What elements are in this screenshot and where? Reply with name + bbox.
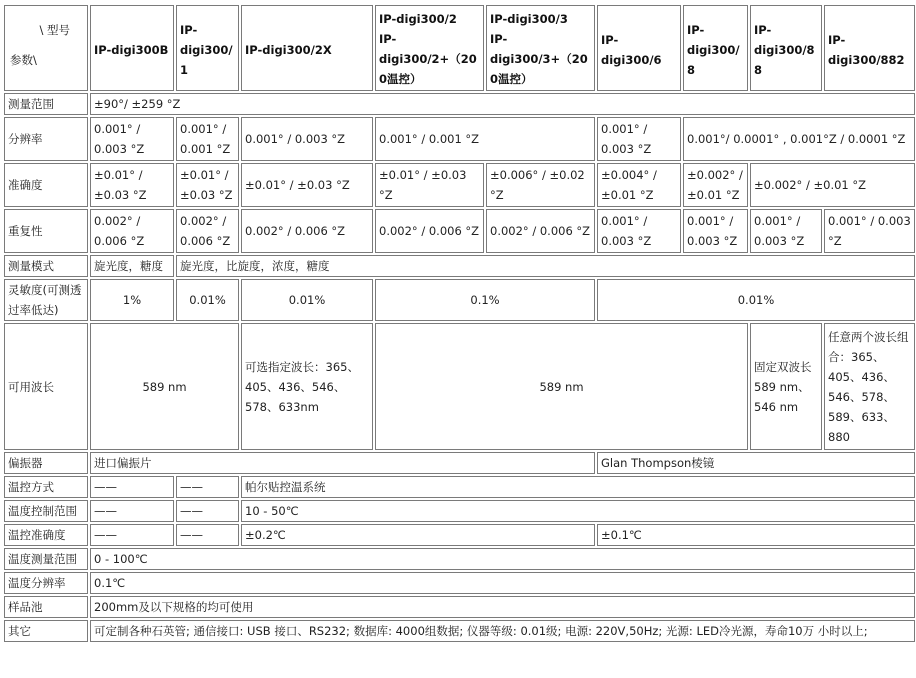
cell-value: 可选指定波长：365、405、436、546、578、633nm <box>241 323 373 450</box>
cell-value: 1% <box>90 279 174 321</box>
cell-value: 0.001° / 0.003 °Z <box>597 209 681 253</box>
cell-value: 0 - 100℃ <box>90 548 915 570</box>
cell-value: 旋光度，糖度 <box>90 255 174 277</box>
cell-value: 0.1℃ <box>90 572 915 594</box>
table-row <box>4 596 915 618</box>
corner-cell <box>4 5 88 91</box>
cell-value: 0.002° / 0.006 °Z <box>90 209 174 253</box>
cell-value: 0.002° / 0.006 °Z <box>241 209 373 253</box>
cell-value: 0.001° / 0.003 °Z <box>750 209 822 253</box>
spec-table <box>2 3 916 644</box>
model-header <box>486 5 595 91</box>
cell-value: 0.01% <box>597 279 915 321</box>
cell-value: ±0.01° / ±0.03 °Z <box>176 163 239 207</box>
table-row <box>4 452 915 474</box>
cell-value: 0.001° / 0.001 °Z <box>176 117 239 161</box>
cell-value: ±0.01° / ±0.03 °Z <box>90 163 174 207</box>
cell-value: —— <box>90 524 174 546</box>
cell-value: 任意两个波长组合：365、405、436、546、578、589、633、880 <box>824 323 915 450</box>
corner-model-label: \ 型号 <box>39 23 70 37</box>
cell-value: ±0.002° / ±0.01 °Z <box>750 163 915 207</box>
model-header: IP-digi300/882 <box>824 5 915 91</box>
row-label: 温控方式 <box>4 476 88 498</box>
model-header <box>375 5 484 91</box>
table-row <box>4 524 915 546</box>
cell-value: 589 nm <box>375 323 748 450</box>
cell-value: 0.002° / 0.006 °Z <box>486 209 595 253</box>
model-header: IP-digi300/2X <box>241 5 373 91</box>
cell-value: Glan Thompson棱镜 <box>597 452 915 474</box>
table-row <box>4 209 915 253</box>
model-name-variant: IP-digi300/2+（200温控） <box>379 32 477 86</box>
cell-value: ±0.006° / ±0.02 °Z <box>486 163 595 207</box>
cell-value: —— <box>176 524 239 546</box>
cell-value: 可定制各种石英管; 通信接口: USB 接口、RS232; 数据库: 4000组数据; 仪器等级: 0.01级; 电源: 220V,50Hz; 光源: LED冷光源，寿命10万 小时以上; <box>90 620 915 642</box>
table-row <box>4 255 915 277</box>
cell-value: ±90°/ ±259 °Z <box>90 93 915 115</box>
table-row <box>4 476 915 498</box>
cell-value: —— <box>176 500 239 522</box>
cell-value: 0.001° / 0.003 °Z <box>90 117 174 161</box>
cell-value: ±0.002° / ±0.01 °Z <box>683 163 748 207</box>
cell-value: 0.001° / 0.003 °Z <box>824 209 915 253</box>
model-header: IP-digi300B <box>90 5 174 91</box>
table-row <box>4 93 915 115</box>
table-row <box>4 323 915 450</box>
row-label: 准确度 <box>4 163 88 207</box>
model-name: IP-digi300/2 <box>379 12 457 26</box>
cell-value: 0.001°/ 0.0001° , 0.001°Z / 0.0001 °Z <box>683 117 915 161</box>
row-label: 灵敏度(可测透过率低达) <box>4 279 88 321</box>
table-row <box>4 163 915 207</box>
row-label: 温度控制范围 <box>4 500 88 522</box>
row-label: 温度测量范围 <box>4 548 88 570</box>
row-label: 可用波长 <box>4 323 88 450</box>
table-row <box>4 548 915 570</box>
table-row <box>4 500 915 522</box>
cell-value: 帕尔贴控温系统 <box>241 476 915 498</box>
model-header: IP-digi300/1 <box>176 5 239 91</box>
cell-value: ±0.01° / ±0.03 °Z <box>241 163 373 207</box>
cell-value: 0.001° / 0.003 °Z <box>241 117 373 161</box>
cell-value: ±0.2℃ <box>241 524 595 546</box>
corner-param-label: 参数\ <box>10 53 37 67</box>
row-label: 重复性 <box>4 209 88 253</box>
cell-value: 0.002° / 0.006 °Z <box>375 209 484 253</box>
row-label: 分辨率 <box>4 117 88 161</box>
model-name-variant: IP-digi300/3+（200温控） <box>490 32 588 86</box>
cell-value: ±0.01° / ±0.03 °Z <box>375 163 484 207</box>
model-header: IP-digi300/88 <box>750 5 822 91</box>
header-row <box>4 5 915 91</box>
cell-value: 0.001° / 0.003 °Z <box>683 209 748 253</box>
table-row <box>4 279 915 321</box>
cell-value: 0.001° / 0.003 °Z <box>597 117 681 161</box>
row-label: 温控准确度 <box>4 524 88 546</box>
cell-value: 0.1% <box>375 279 595 321</box>
row-label: 其它 <box>4 620 88 642</box>
cell-value: ±0.1℃ <box>597 524 915 546</box>
model-header: IP-digi300/6 <box>597 5 681 91</box>
row-label: 偏振器 <box>4 452 88 474</box>
cell-value: 进口偏振片 <box>90 452 595 474</box>
cell-value: 旋光度，比旋度，浓度，糖度 <box>176 255 915 277</box>
table-row <box>4 117 915 161</box>
cell-value: 0.01% <box>241 279 373 321</box>
cell-value: ±0.004° / ±0.01 °Z <box>597 163 681 207</box>
table-row <box>4 572 915 594</box>
model-name: IP-digi300/3 <box>490 12 568 26</box>
row-label: 测量模式 <box>4 255 88 277</box>
table-row <box>4 620 915 642</box>
cell-value: —— <box>176 476 239 498</box>
cell-value: —— <box>90 476 174 498</box>
cell-value: 200mm及以下规格的均可使用 <box>90 596 915 618</box>
row-label: 样品池 <box>4 596 88 618</box>
cell-value: —— <box>90 500 174 522</box>
row-label: 测量范围 <box>4 93 88 115</box>
cell-value: 0.01% <box>176 279 239 321</box>
cell-value: 589 nm <box>90 323 239 450</box>
cell-value: 0.001° / 0.001 °Z <box>375 117 595 161</box>
cell-value: 固定双波长589 nm、546 nm <box>750 323 822 450</box>
row-label: 温度分辨率 <box>4 572 88 594</box>
model-header: IP-digi300/8 <box>683 5 748 91</box>
cell-value: 10 - 50℃ <box>241 500 915 522</box>
cell-value: 0.002° / 0.006 °Z <box>176 209 239 253</box>
